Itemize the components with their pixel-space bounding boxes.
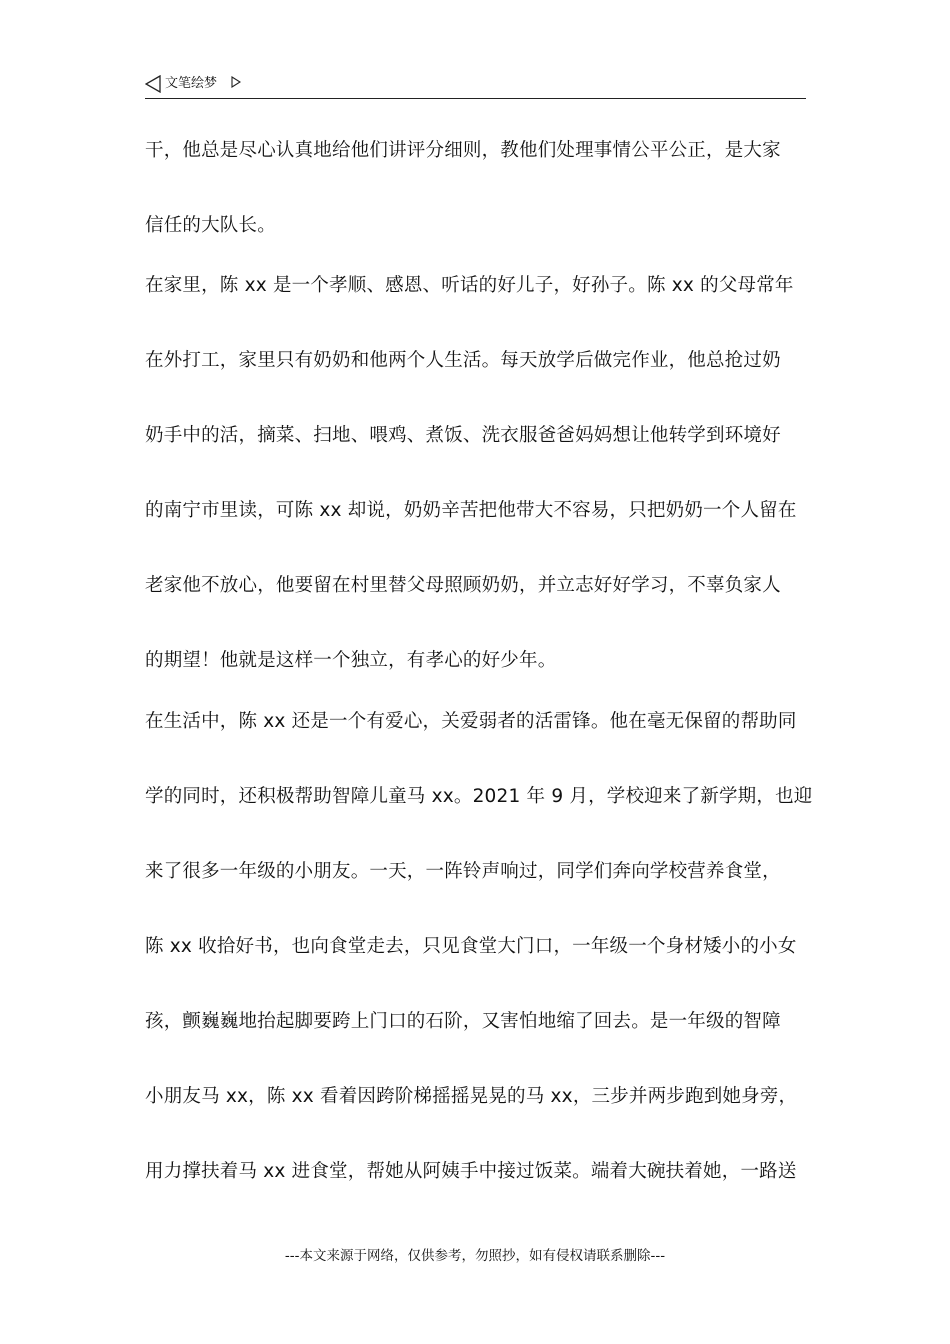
header-brand: 文笔绘梦	[165, 76, 218, 91]
body-line: 在家里，陈 xx 是一个孝顺、感恩、听话的好儿子，好孙子。陈 xx 的父母常年	[145, 275, 794, 296]
body-line: 的南宁市里读，可陈 xx 却说，奶奶辛苦把他带大不容易，只把奶奶一个人留在	[145, 500, 797, 521]
body-line: 奶手中的活，摘菜、扫地、喂鸡、煮饭、洗衣服爸爸妈妈想让他转学到环境好	[145, 425, 781, 446]
body-line: 学的同时，还积极帮助智障儿童马 xx。2021 年 9 月，学校迎来了新学期，也迎	[145, 786, 813, 807]
body-line: 陈 xx 收拾好书，也向食堂走去，只见食堂大门口，一年级一个身材矮小的小女	[145, 936, 797, 957]
body-line: 来了很多一年级的小朋友。一天，一阵铃声响过，同学们奔向学校营养食堂，	[145, 861, 781, 882]
body-line: 信任的大队长。	[145, 215, 276, 236]
footer-disclaimer: ---本文来源于网络，仅供参考，勿照抄，如有侵权请联系删除---	[284, 1248, 666, 1264]
body-line: 小朋友马 xx，陈 xx 看着因跨阶梯摇摇晃晃的马 xx，三步并两步跑到她身旁，	[145, 1086, 798, 1107]
body-line: 干，他总是尽心认真地给他们讲评分细则，教他们处理事情公平公正，是大家	[145, 140, 781, 161]
body-line: 的期望！他就是这样一个独立，有孝心的好少年。	[145, 650, 557, 671]
body-line: 老家他不放心，他要留在村里替父母照顾奶奶，并立志好好学习，不辜负家人	[145, 575, 781, 596]
body-line: 孩，颤巍巍地抬起脚要跨上门口的石阶，又害怕地缩了回去。是一年级的智障	[145, 1011, 781, 1032]
triangle-right-icon	[231, 76, 241, 88]
body-line: 在外打工，家里只有奶奶和他两个人生活。每天放学后做完作业，他总抢过奶	[145, 350, 781, 371]
page-header	[145, 72, 806, 99]
body-line: 在生活中，陈 xx 还是一个有爱心，关爱弱者的活雷锋。他在毫无保留的帮助同	[145, 711, 797, 732]
body-line: 用力撑扶着马 xx 进食堂，帮她从阿姨手中接过饭菜。端着大碗扶着她，一路送	[145, 1161, 797, 1182]
